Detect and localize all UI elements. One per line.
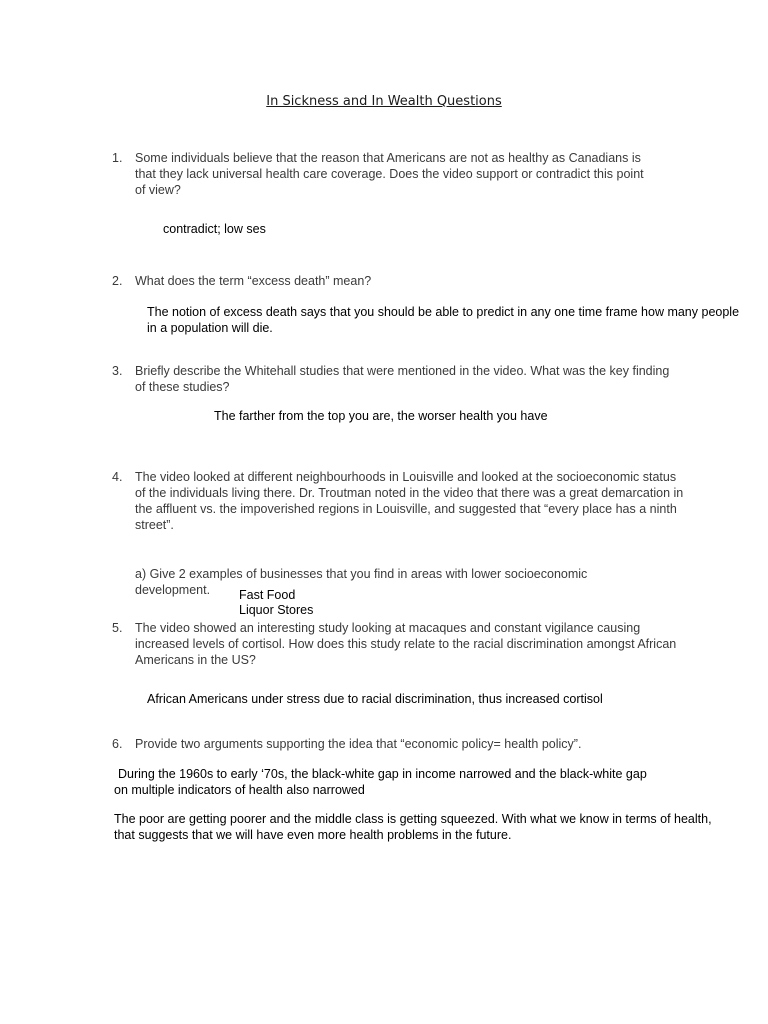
question-number: 1. bbox=[112, 151, 123, 165]
question-3 bbox=[112, 363, 672, 395]
answer-4-item-1: Fast Food bbox=[239, 588, 296, 602]
question-text: Some individuals believe that the reason that Americans are not as healthy as Canadians is that they lack universal health care coverage. Does the video support or contradict this point of view? bbox=[135, 151, 644, 197]
answer-1: contradict; low ses bbox=[163, 222, 266, 236]
question-text: Provide two arguments supporting the idea that “economic policy= health policy”. bbox=[135, 737, 582, 751]
question-5 bbox=[112, 620, 684, 668]
answer-6-argument-1: During the 1960s to early ‘70s, the black-white gap in income narrowed and the black-white gap on multiple indicators of health also narrowed bbox=[114, 767, 647, 797]
question-4a: a) Give 2 examples of businesses that you find in areas with lower socioeconomic development. bbox=[135, 567, 588, 597]
answer-3: The farther from the top you are, the worser health you have bbox=[214, 409, 548, 423]
answer-6-argument-2: The poor are getting poorer and the middle class is getting squeezed. With what we know in terms of health, that suggests that we will have even more health problems in the future. bbox=[114, 812, 712, 842]
question-number: 5. bbox=[112, 621, 123, 635]
answer-5: African Americans under stress due to racial discrimination, thus increased cortisol bbox=[147, 692, 603, 706]
question-number: 6. bbox=[112, 737, 123, 751]
question-text: What does the term “excess death” mean? bbox=[135, 274, 372, 288]
question-4 bbox=[112, 469, 684, 533]
answer-2: The notion of excess death says that you should be able to predict in any one time frame how many people in a population will die. bbox=[147, 305, 740, 335]
question-text: Briefly describe the Whitehall studies that were mentioned in the video. What was the key finding of these studies? bbox=[135, 364, 670, 394]
question-text: The video looked at different neighbourhoods in Louisville and looked at the socioeconomic status of the individuals living there. Dr. Troutman noted in the video that there was a great demarcation in the affluent vs. the impoverished regions in Louisville, and suggested that “every place has a ninth street”. bbox=[135, 470, 684, 532]
answer-4-item-2: Liquor Stores bbox=[239, 603, 314, 617]
question-2 bbox=[112, 273, 672, 289]
question-number: 2. bbox=[112, 274, 123, 288]
question-number: 3. bbox=[112, 364, 123, 378]
question-6 bbox=[112, 736, 672, 752]
question-text: The video showed an interesting study looking at macaques and constant vigilance causing increased levels of cortisol. How does this study relate to the racial discrimination amongst African Americans in the US? bbox=[135, 621, 677, 667]
question-number: 4. bbox=[112, 470, 123, 484]
document-title: In Sickness and In Wealth Questions bbox=[266, 94, 502, 109]
question-1 bbox=[112, 150, 652, 198]
